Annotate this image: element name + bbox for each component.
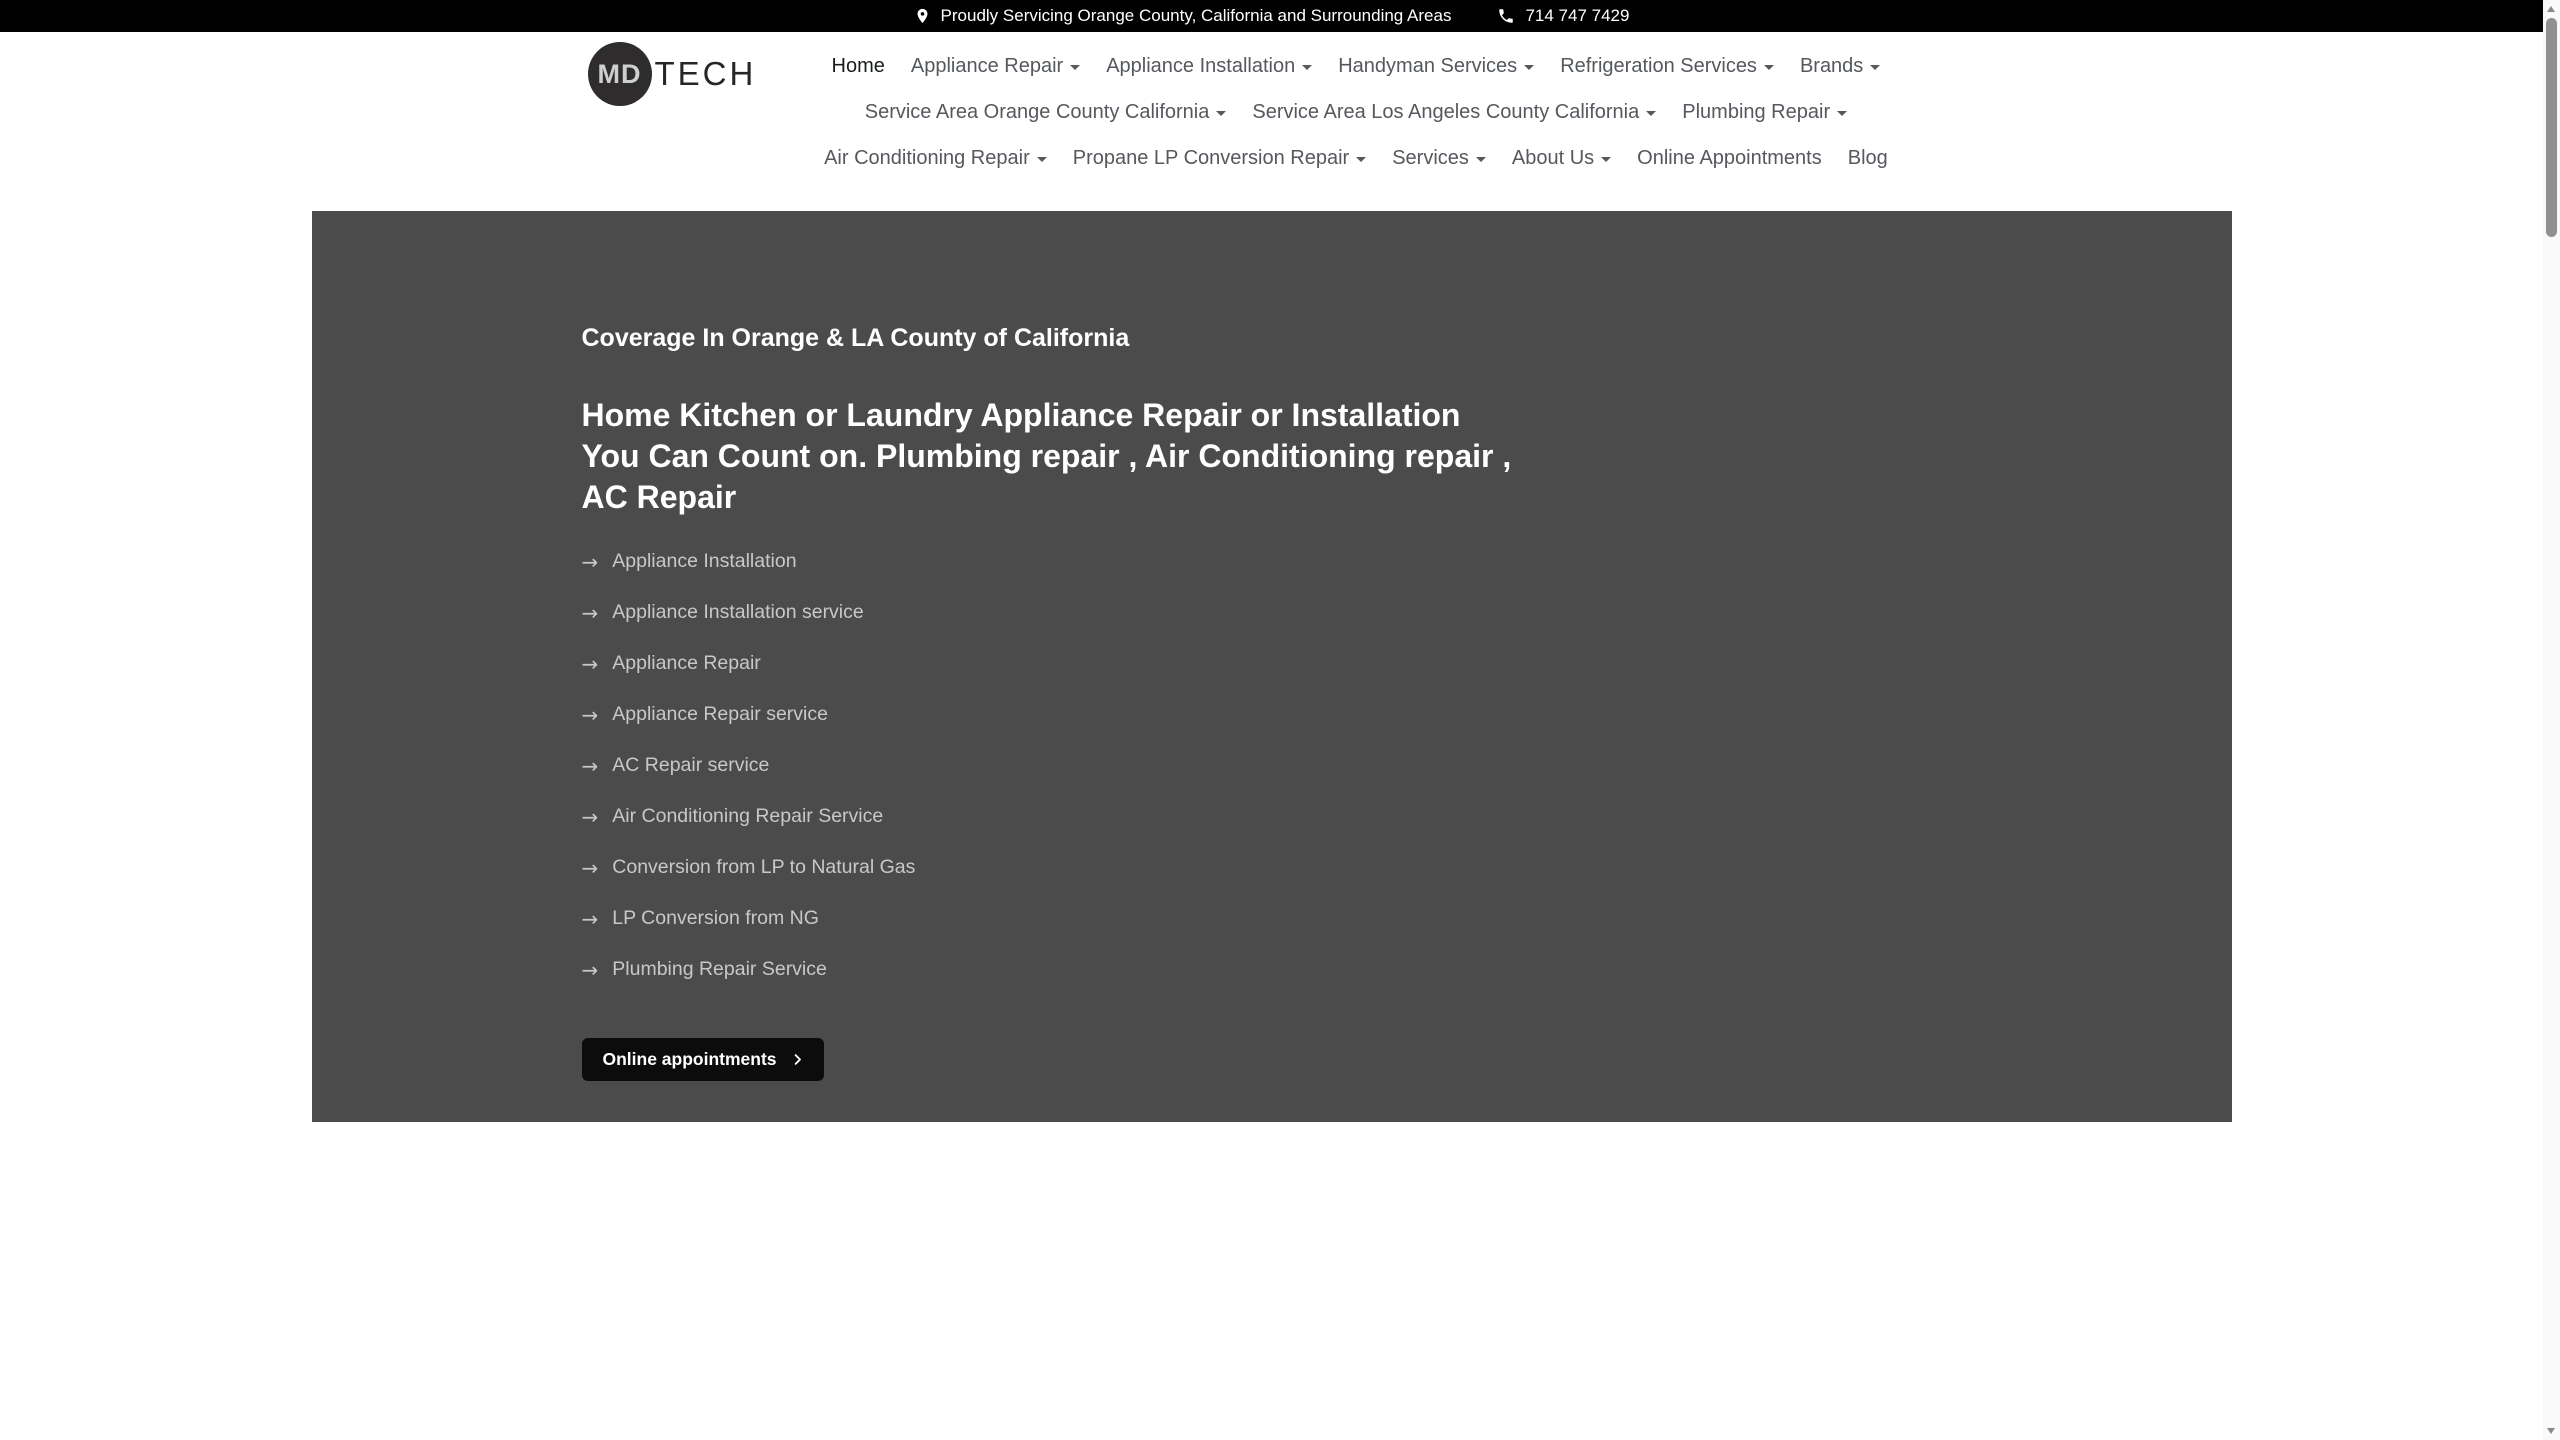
chevron-down-icon xyxy=(1216,111,1226,116)
service-link-ac-repair-service[interactable] xyxy=(582,754,1582,777)
service-link-appliance-installation[interactable] xyxy=(582,550,1582,573)
arrow-right-icon: → xyxy=(581,855,599,880)
online-appointments-button[interactable] xyxy=(582,1038,824,1081)
logo-monogram: MD xyxy=(588,42,652,106)
nav-item-blog[interactable]: Blog xyxy=(1847,146,1888,169)
service-area-text: Proudly Servicing Orange County, California and Surrounding Areas xyxy=(940,6,1452,25)
service-link-label: Appliance Repair xyxy=(612,652,761,674)
service-link-appliance-installation-service[interactable] xyxy=(582,601,1582,624)
arrow-right-icon: → xyxy=(581,957,599,982)
chevron-down-icon xyxy=(1837,111,1847,116)
chevron-down-icon xyxy=(1356,157,1366,162)
phone-number[interactable]: 714 747 7429 xyxy=(1525,6,1630,25)
site-header xyxy=(0,32,2543,211)
nav-item-label: Brands xyxy=(1799,54,1864,77)
nav-row-1 xyxy=(756,43,1955,89)
nav-item-appliance-installation[interactable] xyxy=(1093,55,1325,78)
arrow-right-icon: → xyxy=(581,549,599,574)
phone-icon xyxy=(1497,7,1515,25)
nav-row-3 xyxy=(756,135,1955,181)
hero-heading: Home Kitchen or Laundry Appliance Repair or Installation You Can Count on. Plumbing repair , Air Conditioning repair , AC Repair xyxy=(581,397,1512,515)
service-link-appliance-repair-service[interactable] xyxy=(582,703,1582,726)
nav-item-label: Handyman Services xyxy=(1338,54,1518,77)
nav-item-label: Service Area Los Angeles County California xyxy=(1252,100,1640,123)
service-link-label: Plumbing Repair Service xyxy=(612,958,827,980)
arrow-right-icon: → xyxy=(581,600,599,625)
nav-item-label: Services xyxy=(1392,146,1469,169)
chevron-down-icon xyxy=(1646,111,1656,116)
service-link-plumbing-repair-service[interactable] xyxy=(582,958,1582,981)
chevron-down-icon xyxy=(1870,65,1880,70)
arrow-right-icon: → xyxy=(581,702,599,727)
service-link-label: Air Conditioning Repair Service xyxy=(612,805,884,827)
arrow-right-icon: → xyxy=(581,804,599,829)
nav-item-appliance-repair[interactable] xyxy=(898,55,1093,78)
hero-service-list xyxy=(582,550,1582,981)
phone-contact[interactable] xyxy=(1497,6,1629,26)
scroll-up-arrow-icon[interactable] xyxy=(2547,6,2555,12)
nav-item-refrigeration-services[interactable] xyxy=(1547,55,1787,78)
chevron-down-icon xyxy=(1524,65,1534,70)
nav-item-label: About Us xyxy=(1511,146,1595,169)
nav-item-air-conditioning-repair[interactable] xyxy=(811,147,1060,170)
hero-kicker: Coverage In Orange & LA County of California xyxy=(581,324,1130,352)
logo-wordmark: TECH xyxy=(654,55,757,92)
nav-item-brands[interactable] xyxy=(1787,55,1893,78)
chevron-down-icon xyxy=(1037,157,1047,162)
location-pin-icon xyxy=(914,5,931,27)
nav-item-online-appointments[interactable]: Online Appointments xyxy=(1637,146,1822,169)
nav-item-service-area-los-angeles-county[interactable] xyxy=(1239,101,1669,124)
nav-item-label: Air Conditioning Repair xyxy=(824,146,1030,169)
nav-item-label: Propane LP Conversion Repair xyxy=(1072,146,1350,169)
nav-item-propane-lp-conversion-repair[interactable] xyxy=(1060,147,1379,170)
chevron-right-icon xyxy=(790,1052,805,1067)
service-link-conversion-lp-to-natural-gas[interactable] xyxy=(582,856,1582,879)
nav-item-label: Appliance Repair xyxy=(910,54,1064,77)
arrow-right-icon: → xyxy=(581,753,599,778)
vertical-scrollbar[interactable] xyxy=(2543,0,2560,1440)
nav-item-services[interactable] xyxy=(1379,147,1499,170)
chevron-down-icon xyxy=(1302,65,1312,70)
chevron-down-icon xyxy=(1070,65,1080,70)
service-link-label: Appliance Repair service xyxy=(612,703,828,725)
service-link-air-conditioning-repair-service[interactable] xyxy=(582,805,1582,828)
nav-item-home[interactable]: Home xyxy=(831,54,885,77)
service-link-label: AC Repair service xyxy=(612,754,770,776)
chevron-down-icon xyxy=(1476,157,1486,162)
nav-item-label: Service Area Orange County California xyxy=(864,100,1210,123)
chevron-down-icon xyxy=(1764,65,1774,70)
site-logo[interactable] xyxy=(588,42,757,106)
service-link-label: Appliance Installation service xyxy=(612,601,864,623)
scrollbar-thumb[interactable] xyxy=(2546,18,2557,237)
scroll-down-arrow-icon[interactable] xyxy=(2547,1428,2555,1434)
nav-item-label: Refrigeration Services xyxy=(1560,54,1757,77)
nav-item-service-area-orange-county[interactable] xyxy=(852,101,1240,124)
nav-item-label: Plumbing Repair xyxy=(1682,100,1831,123)
hero-section xyxy=(312,211,2232,1122)
nav-item-plumbing-repair[interactable] xyxy=(1669,101,1860,124)
nav-item-label: Appliance Installation xyxy=(1106,54,1296,77)
nav-row-2 xyxy=(756,89,1955,135)
arrow-right-icon: → xyxy=(581,651,599,676)
main-navigation xyxy=(756,32,1955,181)
chevron-down-icon xyxy=(1601,157,1611,162)
service-link-label: Appliance Installation xyxy=(612,550,797,572)
service-link-label: LP Conversion from NG xyxy=(612,907,819,929)
arrow-right-icon: → xyxy=(581,906,599,931)
top-announcement-bar xyxy=(0,0,2543,32)
service-area-note xyxy=(914,5,1452,27)
service-link-label: Conversion from LP to Natural Gas xyxy=(612,856,916,878)
online-appointments-button-label: Online appointments xyxy=(602,1049,777,1069)
nav-item-handyman-services[interactable] xyxy=(1325,55,1547,78)
service-link-appliance-repair[interactable] xyxy=(582,652,1582,675)
service-link-lp-conversion-from-ng[interactable] xyxy=(582,907,1582,930)
nav-item-about-us[interactable] xyxy=(1499,147,1624,170)
